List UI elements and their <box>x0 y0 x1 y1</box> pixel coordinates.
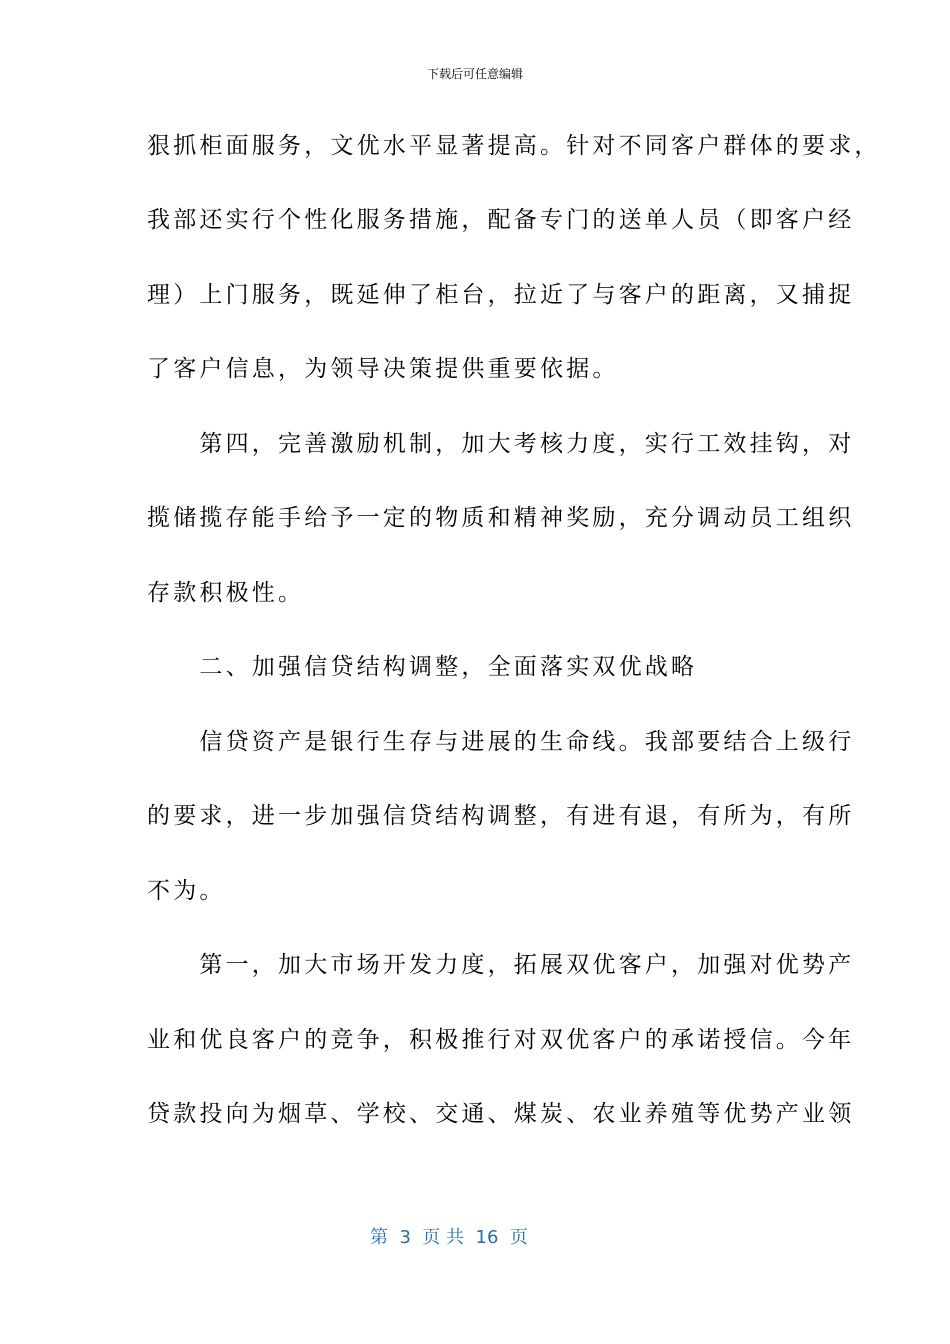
body-line: 业和优良客户的竞争，积极推行对双优客户的承诺授信。今年 <box>147 1027 855 1053</box>
body-line: 贷款投向为烟草、学校、交通、煤炭、农业养殖等优势产业领 <box>147 1101 855 1127</box>
page-footer: 第 3 页 共 16 页 <box>370 1227 528 1248</box>
body-line: 的要求，进一步加强信贷结构调整，有进有退，有所为，有所 <box>147 803 855 829</box>
body-line: 第四，完善激励机制，加大考核力度，实行工效挂钩，对 <box>147 431 855 457</box>
body-line: 狠抓柜面服务，文优水平显著提高。针对不同客户群体的要求， <box>147 133 881 159</box>
body-line: 揽储揽存能手给予一定的物质和精神奖励，充分调动员工组织 <box>147 505 855 531</box>
body-line: 存款积极性。 <box>147 580 305 606</box>
body-line: 了客户信息，为领导决策提供重要依据。 <box>147 356 619 382</box>
section-heading: 二、加强信贷结构调整，全面落实双优战略 <box>147 654 698 680</box>
header-note: 下载后可任意编辑 <box>426 67 523 81</box>
body-line: 不为。 <box>147 878 226 904</box>
body-line: 第一，加大市场开发力度，拓展双优客户，加强对优势产 <box>147 952 855 978</box>
body-line: 我部还实行个性化服务措施，配备专门的送单人员（即客户经 <box>147 207 855 233</box>
body-line: 理）上门服务，既延伸了柜台，拉近了与客户的距离，又捕捉 <box>147 282 855 308</box>
body-line: 信贷资产是银行生存与进展的生命线。我部要结合上级行 <box>147 729 855 755</box>
